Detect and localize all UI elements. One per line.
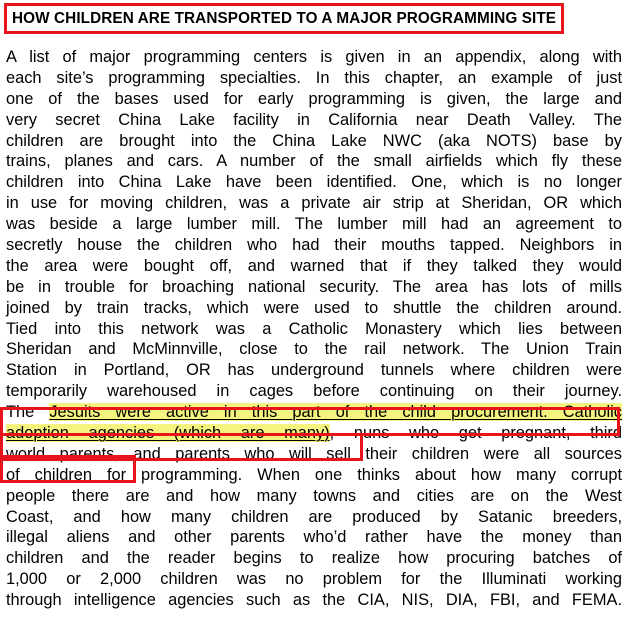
text-line: through intelligence agencies such as the CIA, NIS, DIA, FBI, and FEMA. xyxy=(6,591,622,610)
text-line: be in trouble for broaching national security. The area has lots of mills xyxy=(6,277,622,296)
text-line: Coast, and how many children are produced by Satanic breeders, xyxy=(6,507,622,526)
text-line: trains, planes and cars. A number of the small airfields which fly these xyxy=(6,152,622,171)
text-line: in use for moving children, was a private air strip at Sheridan, OR which xyxy=(6,194,622,213)
text-line: Station in Portland, OR has underground tunnels where children were xyxy=(6,361,622,380)
text-line xyxy=(6,402,622,423)
text-line: the area were bought off, and warned that if they talked they would xyxy=(6,256,622,275)
text-line: 1,000 or 2,000 children was no problem for the Illuminati working xyxy=(6,570,622,589)
text-line: one of the bases used for early programming is given, the large and xyxy=(6,89,622,108)
line-text: , nuns who get pregnant, third xyxy=(329,424,622,443)
text-line: Tied into this network was a Catholic Monastery which lies between xyxy=(6,319,622,338)
text-line: secretly house the children who had their mouths tapped. Neighbors in xyxy=(6,236,622,255)
text-line: A list of major programming centers is given in an appendix, along with xyxy=(6,48,622,66)
section-heading: HOW CHILDREN ARE TRANSPORTED TO A MAJOR PROGRAMMING SITE xyxy=(4,3,564,34)
text-line: children into China Lake have been identified. One, which is no longer xyxy=(6,173,622,192)
text-line: temporarily warehoused in cages before continuing on their journey. xyxy=(6,382,622,401)
highlighted-text: Jesuits were active in this part of the child procurement. Catholic xyxy=(49,403,622,422)
highlighted-text: adoption agencies (which are many) xyxy=(6,424,330,443)
line-text: The xyxy=(6,403,50,422)
text-line: children and the reader begins to realize how procuring batches of xyxy=(6,549,622,568)
text-line xyxy=(6,444,622,465)
text-line: illegal aliens and other parents who’d rather have the money than xyxy=(6,528,622,547)
text-line: of children for programming. When one thinks about how many corrupt xyxy=(6,465,622,484)
text-line: people there are and how many towns and cities are on the West xyxy=(6,486,622,505)
text-line: each site’s programming specialties. In this chapter, an example of just xyxy=(6,68,622,87)
text-line: very secret China Lake facility in California near Death Valley. The xyxy=(6,110,622,129)
body-text xyxy=(6,47,622,611)
text-line: Sheridan and McMinnville, close to the rail network. The Union Train xyxy=(6,340,622,359)
text-line xyxy=(6,423,622,444)
line-text: world parents, xyxy=(6,444,119,463)
text-line: joined by train tracks, which were used to shuttle the children around. xyxy=(6,298,622,317)
line-text: and parents who will sell their children were all sources xyxy=(118,444,622,463)
text-line: children are brought into the China Lake NWC (aka NOTS) base by xyxy=(6,131,622,150)
text-line: was beside a large lumber mill. The lumber mill had an agreement to xyxy=(6,215,622,234)
